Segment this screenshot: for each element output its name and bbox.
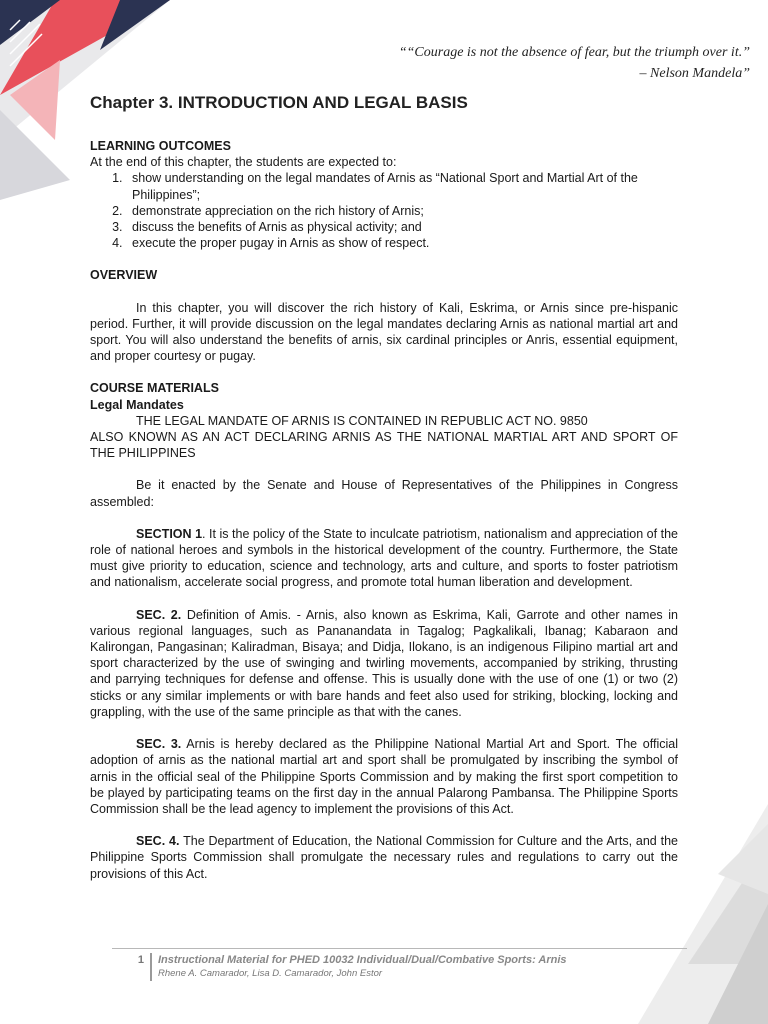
list-item: 2. demonstrate appreciation on the rich history of Arnis; bbox=[126, 203, 678, 219]
document-body bbox=[90, 92, 678, 882]
overview-paragraph: In this chapter, you will discover the rich history of Kali, Eskrima, or Arnis since pre-hispanic period. Further, it will provide discussion on the legal mandates declaring Arnis as national martial art and sport. You will also understand the benefits of arnis, six cardinal principles or Anris, essential equipment, and proper courtesy or pugay. bbox=[90, 300, 678, 364]
mandate-line-2: ALSO KNOWN AS AN ACT DECLARING ARNIS AS THE NATIONAL MARTIAL ART AND SPORT OF THE PHILIPPINES bbox=[90, 430, 678, 461]
epigraph-quote bbox=[399, 42, 750, 84]
enacted-paragraph: Be it enacted by the Senate and House of Representatives of the Philippines in Congress assembled: bbox=[90, 478, 678, 509]
chapter-title: Chapter 3. INTRODUCTION AND LEGAL BASIS bbox=[90, 93, 468, 112]
footer-title: Instructional Material for PHED 10032 Individual/Dual/Combative Sports: Arnis bbox=[158, 954, 567, 966]
learning-outcomes-heading: LEARNING OUTCOMES bbox=[90, 139, 231, 153]
section-label: SECTION 1 bbox=[136, 526, 203, 541]
list-item: 4. execute the proper pugay in Arnis as show of respect. bbox=[126, 235, 678, 251]
section-label: SEC. 3. bbox=[136, 737, 182, 752]
learning-outcomes-list bbox=[90, 170, 678, 251]
section-1 bbox=[90, 526, 678, 591]
section-text: The Department of Education, the National Commission for Culture and the Arts, and the Philippine Sports Commission shall promulgate the necessary rules and regulations to carry out the provisions of this Act. bbox=[90, 834, 678, 881]
footer-authors: Rhene A. Camarador, Lisa D. Camarador, John Estor bbox=[158, 968, 383, 979]
legal-mandates-subheading: Legal Mandates bbox=[90, 397, 184, 412]
quote-text: ““Courage is not the absence of fear, but the triumph over it.” bbox=[398, 45, 750, 60]
list-item: 1. show understanding on the legal mandates of Arnis as “National Sport and Martial Art of the Philippines”; bbox=[126, 170, 678, 202]
footer-divider bbox=[112, 948, 687, 949]
section-text: Definition of Amis. - Arnis, also known as Eskrima, Kali, Garrote and other names in various regional languages, such as Pananandata in Tagalog; Pagkalikali, Ibanag; Kabaraon and Kalirongan, Pangasinan; Kaliradman, Bisaya; and Didja, Ilokano, is an indigenous Filipino martial art and sport characterized by the use of swinging and twirling movements, accompanied by striking, thrusting and parrying techniques for defense and offense. This is usually done with the use of one (1) or two (2) sticks or any similar implements or with bare hands and feet also used for striking, blocking, locking and grappling, with the use of the same principle as that with the canes. bbox=[90, 607, 678, 719]
section-2 bbox=[90, 607, 678, 720]
list-item: 3. discuss the benefits of Arnis as physical activity; and bbox=[126, 219, 678, 235]
section-label: SEC. 2. bbox=[136, 607, 182, 622]
page-footer bbox=[112, 948, 687, 981]
footer-separator bbox=[150, 953, 152, 981]
section-label: SEC. 4. bbox=[136, 834, 180, 849]
section-text: Arnis is hereby declared as the Philippine National Martial Art and Sport. The official adoption of arnis as the national martial art and sport shall be promulgated by inscribing the symbol of arnis in the official seal of the Philippine Sports Commission and by making the first sport competition to be played by participating teams on the first day in the annual Palarong Pambansa. The Philippine Sports Commission shall be the lead agency to implement the provisions of this Act. bbox=[90, 737, 679, 816]
section-3 bbox=[90, 736, 678, 817]
section-4 bbox=[90, 833, 678, 882]
mandate-line-1: THE LEGAL MANDATE OF ARNIS IS CONTAINED IN REPUBLIC ACT NO. 9850 bbox=[136, 413, 588, 428]
course-materials-heading: COURSE MATERIALS bbox=[90, 381, 219, 396]
learning-outcomes-intro: At the end of this chapter, the students are expected to: bbox=[90, 155, 397, 170]
quote-author: – Nelson Mandela” bbox=[639, 66, 750, 81]
overview-heading: OVERVIEW bbox=[90, 268, 158, 283]
section-text: . It is the policy of the State to inculcate patriotism, nationalism and appreciation of the role of national heroes and symbols in the historical development of the country. Furthermore, the State must give priority to education, science and technology, arts and culture, and sports to foster patriotism and nationalism, accelerate social progress, and promote total human liberation and development. bbox=[90, 526, 678, 590]
page-number: 1 bbox=[137, 954, 144, 966]
